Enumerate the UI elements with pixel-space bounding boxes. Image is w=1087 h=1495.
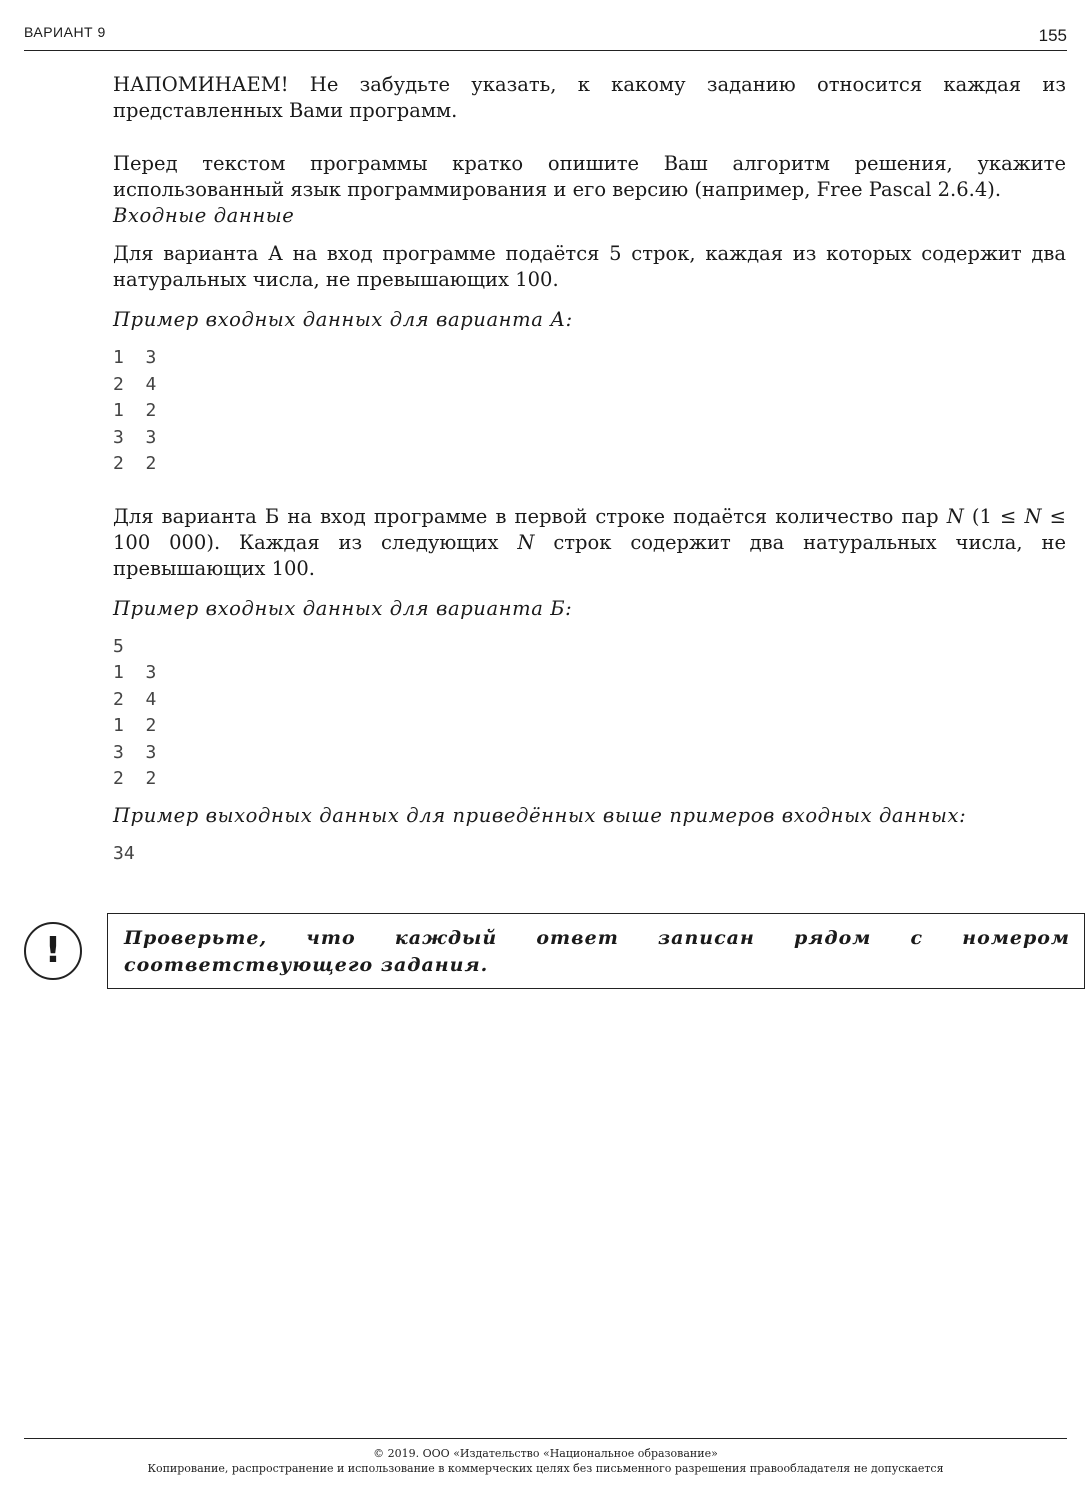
example-b-data: 5 1 3 2 4 1 2 3 3 2 2 [113, 635, 157, 789]
variant-b-text-4: строк содержит два натуральных числа, не превышающих 100. [113, 530, 1067, 580]
instructions-paragraph: Перед текстом программы кратко опишите Ваш алгоритм решения, укажите использованный язык программирования и его версию (например, Free Pascal 2.6.4). [113, 152, 1066, 201]
example-output-label: Пример выходных данных для приведённых выше примеров входных данных: [113, 803, 967, 827]
variant-b-text-1: Для варианта Б на вход программе в первой строке подаётся количество пар [113, 504, 947, 528]
variant-b-text-3: ≤ 100 000). Каждая из следующих [113, 504, 1066, 554]
var-n-3: N [517, 530, 535, 554]
reminder-paragraph: НАПОМИНАЕМ! Не забудьте указать, к какому заданию относится каждая из представленных Вами программ. [113, 73, 1066, 122]
footer-copyright: © 2019. ООО «Издательство «Национальное образование» [373, 1447, 718, 1460]
variant-b-text-2: (1 ≤ [963, 504, 1025, 528]
variant-label: ВАРИАНТ 9 [24, 24, 106, 40]
page-number: 155 [1038, 26, 1067, 45]
example-a-data: 1 3 2 4 1 2 3 3 2 2 [113, 347, 157, 474]
footer-legal: Копирование, распространение и использование в коммерческих целях без письменного разрешения правообладателя не допускается [147, 1462, 944, 1475]
page-footer [24, 1438, 1067, 1476]
notice-text: Проверьте, что каждый ответ записан рядом с номером соответствующего задания. [124, 927, 1070, 976]
var-n-2: N [1024, 504, 1042, 528]
variant-b-description [113, 504, 1066, 582]
exclamation-icon: ! [24, 922, 82, 980]
example-output-data: 34 [113, 842, 135, 864]
page-header [24, 22, 1067, 51]
var-n-1: N [946, 504, 964, 528]
example-b-label: Пример входных данных для варианта Б: [113, 596, 573, 620]
input-heading: Входные данные [113, 204, 295, 227]
notice-box [107, 913, 1085, 989]
main-content [113, 72, 1066, 867]
variant-a-description: Для варианта А на вход программе подаётся 5 строк, каждая из которых содержит два натуральных числа, не превышающих 100. [113, 242, 1066, 291]
example-a-label: Пример входных данных для варианта А: [113, 308, 573, 331]
